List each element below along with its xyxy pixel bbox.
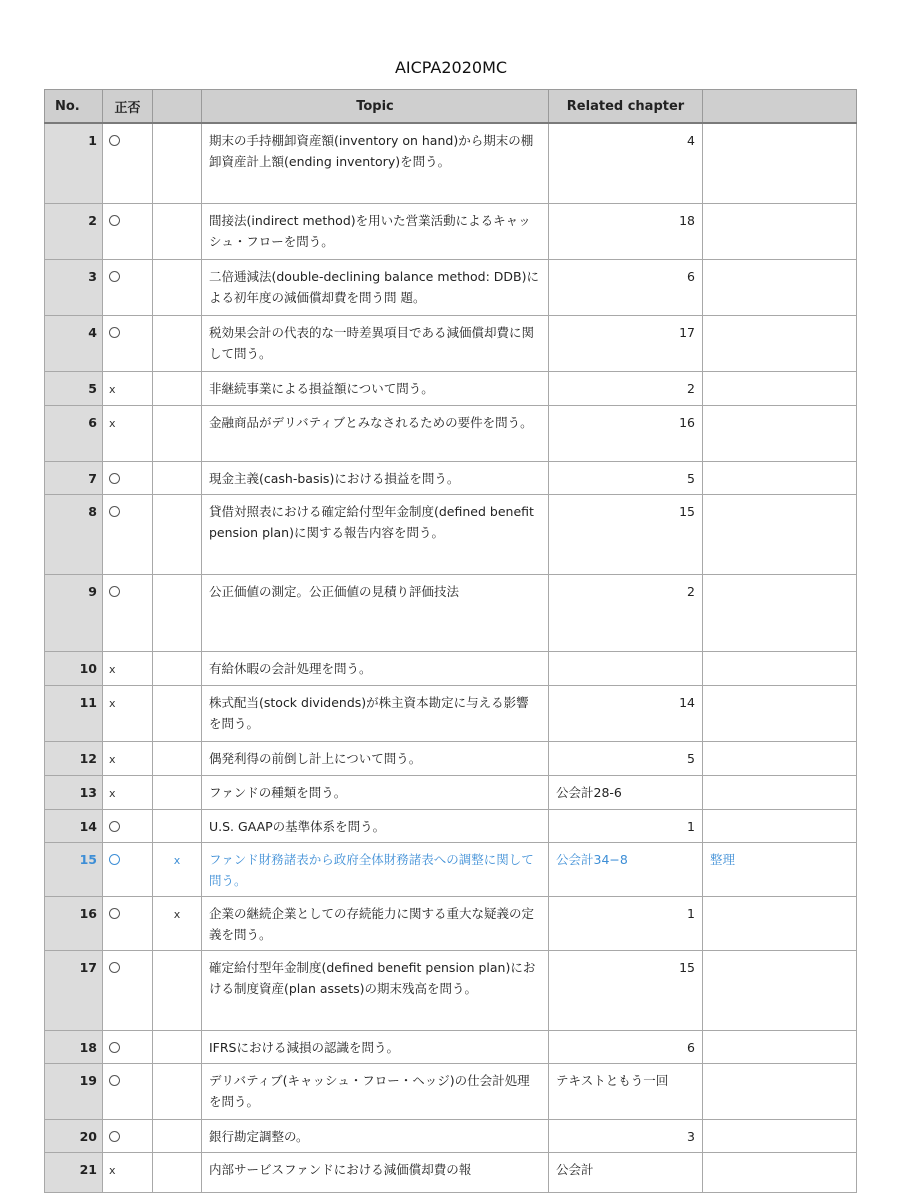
note-cell [703,651,857,685]
question-number: 8 [45,494,103,574]
question-number: 7 [45,461,103,494]
question-number: 15 [45,842,103,896]
result-cell [103,1119,153,1152]
note-cell [703,461,857,494]
result-cell [103,371,153,405]
topic-cell: 金融商品がデリバティブとみなされるための要件を問う。 [202,405,549,461]
second-attempt-cell [153,371,202,405]
correct-circle-icon [109,854,120,865]
question-number: 4 [45,315,103,371]
correct-circle-icon [109,586,120,597]
related-chapter-cell: 14 [549,685,703,741]
question-number: 12 [45,741,103,775]
second-attempt-cell [153,259,202,315]
correct-circle-icon [109,962,120,973]
second-attempt-cell [153,809,202,842]
related-chapter-cell: 3 [549,1119,703,1152]
result-cross-mark: x [109,1163,116,1177]
note-cell [703,896,857,950]
question-number: 5 [45,371,103,405]
result-cell [103,741,153,775]
table-row [45,494,857,574]
note-cell [703,574,857,651]
result-cell [103,775,153,809]
table-row [45,123,857,203]
topic-cell: ファンド財務諸表から政府全体財務諸表への調整に関して問う。 [202,842,549,896]
second-attempt-cell [153,315,202,371]
question-number: 18 [45,1030,103,1063]
result-cell [103,685,153,741]
table-row [45,1063,857,1119]
second-attempt-cell [153,1152,202,1192]
result-cross-mark: x [109,382,116,396]
correct-circle-icon [109,327,120,338]
result-cell [103,461,153,494]
topic-cell: U.S. GAAPの基準体系を問う。 [202,809,549,842]
related-chapter-cell: 公会計28-6 [549,775,703,809]
topic-cell: 税効果会計の代表的な一時差異項目である減価償却費に関して問う。 [202,315,549,371]
note-cell [703,371,857,405]
question-number: 16 [45,896,103,950]
table-row [45,1152,857,1192]
note-cell [703,741,857,775]
header-row [45,90,857,124]
second-attempt-cell [153,775,202,809]
question-number: 19 [45,1063,103,1119]
table-row [45,405,857,461]
table-row [45,651,857,685]
question-number: 1 [45,123,103,203]
second-attempt-cell [153,651,202,685]
header-mark2 [153,90,202,124]
table-row [45,950,857,1030]
table-row [45,371,857,405]
note-cell [703,123,857,203]
second-attempt-cell [153,123,202,203]
second-attempt-mark: x [173,853,181,867]
table-row [45,203,857,259]
results-table [44,89,857,1193]
correct-circle-icon [109,135,120,146]
related-chapter-cell: 6 [549,259,703,315]
result-cross-mark: x [109,786,116,800]
result-cell [103,1063,153,1119]
topic-cell: 銀行勘定調整の。 [202,1119,549,1152]
correct-circle-icon [109,1042,120,1053]
note-cell [703,1152,857,1192]
table-row [45,775,857,809]
topic-cell: 非継続事業による損益額について問う。 [202,371,549,405]
note-cell [703,950,857,1030]
result-cross-mark: x [109,752,116,766]
question-number: 13 [45,775,103,809]
result-cell [103,123,153,203]
result-cell [103,896,153,950]
second-attempt-cell [153,461,202,494]
topic-cell: 株式配当(stock dividends)が株主資本勘定に与える影響を問う。 [202,685,549,741]
result-cell [103,950,153,1030]
related-chapter-cell: 15 [549,494,703,574]
note-cell [703,1119,857,1152]
result-cell [103,574,153,651]
second-attempt-cell [153,405,202,461]
related-chapter-cell: 15 [549,950,703,1030]
result-cell [103,809,153,842]
question-number: 2 [45,203,103,259]
second-attempt-cell [153,842,202,896]
related-chapter-cell: テキストともう一回 [549,1063,703,1119]
table-row [45,741,857,775]
header-note [703,90,857,124]
note-cell [703,405,857,461]
topic-cell: 現金主義(cash-basis)における損益を問う。 [202,461,549,494]
note-cell [703,775,857,809]
topic-cell: 内部サービスファンドにおける減価償却費の報 [202,1152,549,1192]
result-cross-mark: x [109,696,116,710]
results-table-container [44,89,856,1177]
related-chapter-cell: 17 [549,315,703,371]
correct-circle-icon [109,271,120,282]
topic-cell: 間接法(indirect method)を用いた営業活動によるキャッシュ・フローを問う。 [202,203,549,259]
header-no: No. [45,90,103,124]
note-cell [703,494,857,574]
result-cross-mark: x [109,416,116,430]
related-chapter-cell: 6 [549,1030,703,1063]
related-chapter-cell: 16 [549,405,703,461]
question-number: 9 [45,574,103,651]
table-row [45,574,857,651]
topic-cell: 公正価値の測定。公正価値の見積り評価技法 [202,574,549,651]
table-row [45,1119,857,1152]
second-attempt-cell [153,203,202,259]
topic-cell: デリバティブ(キャッシュ・フロー・ヘッジ)の仕会計処理を問う。 [202,1063,549,1119]
table-row [45,842,857,896]
note-cell [703,315,857,371]
question-number: 17 [45,950,103,1030]
result-cell [103,842,153,896]
question-number: 11 [45,685,103,741]
second-attempt-cell [153,1063,202,1119]
result-cross-mark: x [109,662,116,676]
note-cell [703,1030,857,1063]
correct-circle-icon [109,473,120,484]
result-cell [103,315,153,371]
note-cell [703,1063,857,1119]
note-cell [703,203,857,259]
result-cell [103,405,153,461]
topic-cell: 確定給付型年金制度(defined benefit pension plan)における制度資産(plan assets)の期末残高を問う。 [202,950,549,1030]
table-row [45,461,857,494]
table-row [45,809,857,842]
result-cell [103,494,153,574]
related-chapter-cell: 2 [549,371,703,405]
result-cell [103,203,153,259]
topic-cell: 有給休暇の会計処理を問う。 [202,651,549,685]
result-cell [103,1152,153,1192]
question-number: 10 [45,651,103,685]
second-attempt-cell [153,741,202,775]
question-number: 6 [45,405,103,461]
correct-circle-icon [109,908,120,919]
topic-cell: ファンドの種類を問う。 [202,775,549,809]
topic-cell: 企業の継続企業としての存続能力に関する重大な疑義の定義を問う。 [202,896,549,950]
second-attempt-cell [153,896,202,950]
header-chapter: Related chapter [549,90,703,124]
result-cell [103,651,153,685]
topic-cell: 貸借対照表における確定給付型年金制度(defined benefit pension plan)に関する報告内容を問う。 [202,494,549,574]
related-chapter-cell [549,651,703,685]
header-correct: 正否 [103,90,153,124]
related-chapter-cell: 1 [549,809,703,842]
correct-circle-icon [109,1131,120,1142]
second-attempt-cell [153,1030,202,1063]
note-cell [703,259,857,315]
note-cell [703,809,857,842]
topic-cell: 期末の手持棚卸資産額(inventory on hand)から期末の棚卸資産計上額(ending inventory)を問う。 [202,123,549,203]
correct-circle-icon [109,821,120,832]
table-row [45,259,857,315]
question-number: 21 [45,1152,103,1192]
related-chapter-cell: 公会計 [549,1152,703,1192]
second-attempt-cell [153,1119,202,1152]
correct-circle-icon [109,506,120,517]
table-row [45,315,857,371]
table-row [45,896,857,950]
second-attempt-cell [153,494,202,574]
second-attempt-mark: x [173,907,181,921]
correct-circle-icon [109,1075,120,1086]
related-chapter-cell: 2 [549,574,703,651]
related-chapter-cell: 公会計34−8 [549,842,703,896]
question-number: 3 [45,259,103,315]
correct-circle-icon [109,215,120,226]
related-chapter-cell: 1 [549,896,703,950]
table-row [45,1030,857,1063]
second-attempt-cell [153,950,202,1030]
note-cell [703,685,857,741]
second-attempt-cell [153,574,202,651]
header-topic: Topic [202,90,549,124]
table-row [45,685,857,741]
related-chapter-cell: 4 [549,123,703,203]
note-cell: 整理 [703,842,857,896]
document-title: AICPA2020MC [394,58,508,77]
topic-cell: 二倍逓減法(double-declining balance method: DDB)による初年度の減価償却費を問う問 題。 [202,259,549,315]
topic-cell: IFRSにおける減損の認識を問う。 [202,1030,549,1063]
result-cell [103,259,153,315]
topic-cell: 偶発利得の前倒し計上について問う。 [202,741,549,775]
related-chapter-cell: 5 [549,461,703,494]
question-number: 20 [45,1119,103,1152]
question-number: 14 [45,809,103,842]
result-cell [103,1030,153,1063]
related-chapter-cell: 18 [549,203,703,259]
related-chapter-cell: 5 [549,741,703,775]
second-attempt-cell [153,685,202,741]
